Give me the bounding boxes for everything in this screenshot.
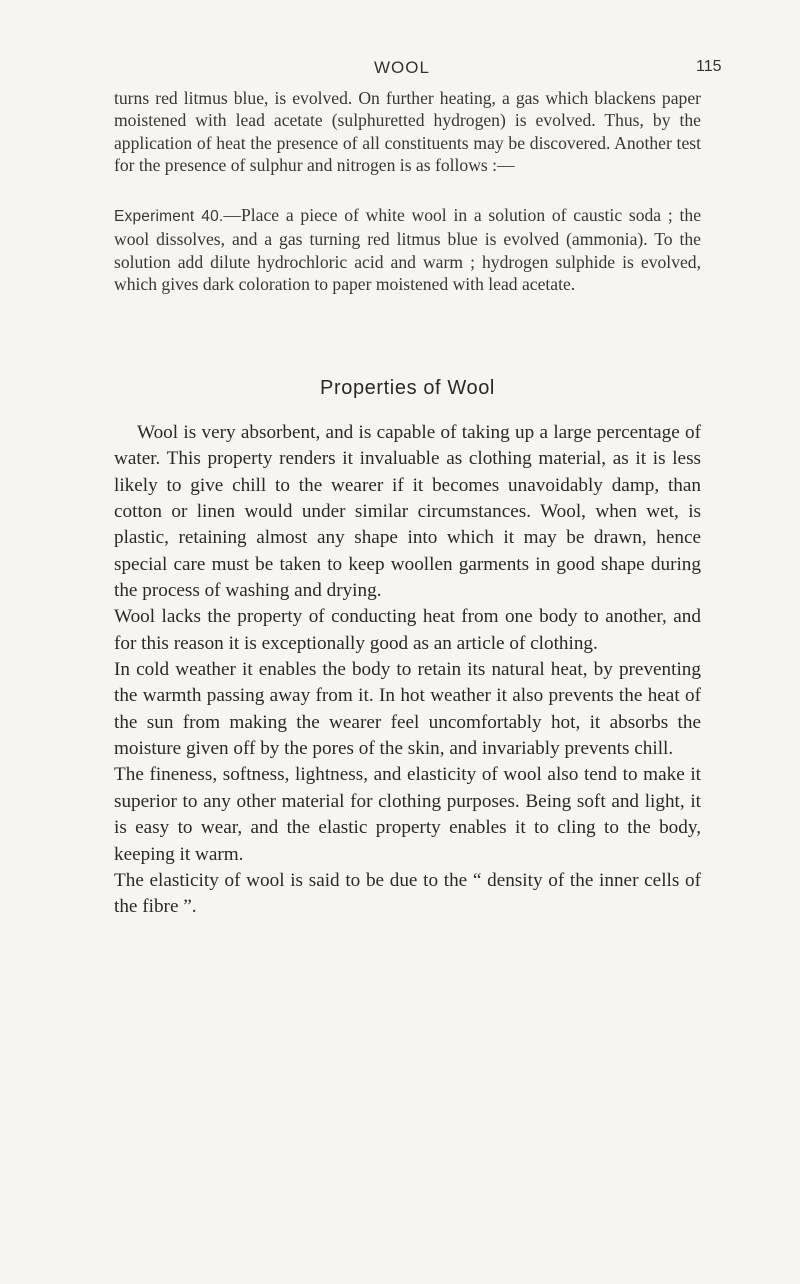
paragraph-absorbent: Wool is very absorbent, and is capable of taking up a large percentage of water. This property renders it invaluable as clothing material, as it is less likely to give chill to the wearer if it becomes unavoidably damp, than cotton or linen would under similar circumstances. Wool, when wet, is plastic, retaining almost any shape into which it may be drawn, hence special care must be taken to keep woollen garments in good shape during the process of washing and drying.	[114, 422, 701, 602]
running-head: WOOL	[374, 58, 430, 77]
experiment-text: —Place a piece of white wool in a solution of caustic soda ; the wool dissolves, and a gas turning red litmus blue is evolved (ammonia). To the solution add dilute hydrochloric acid and warm ; hydrogen sulphide is evolved, which gives dark coloration to paper moistened with lead acetate.	[114, 205, 701, 295]
continuation-text: turns red litmus blue, is evolved. On further heating, a gas which blackens paper moistened with lead acetate (sulphuretted hydrogen) is evolved. Thus, by the application of heat the presence of all constituents may be discovered. Another test for the presence of sulphur and nitrogen is as follows :—	[114, 88, 701, 176]
page-number: 115	[696, 58, 722, 75]
experiment-body	[114, 204, 701, 296]
section-heading: Properties of Wool	[320, 377, 495, 399]
experiment-label: Experiment 40.	[114, 208, 224, 225]
paragraph-weather: In cold weather it enables the body to retain its natural heat, by preventing the warmth passing away from it. In hot weather it also prevents the heat of the sun from making the wearer feel uncomfortably hot, it absorbs the moisture given off by the pores of the skin, and invariably prevents chill.	[114, 659, 701, 760]
paragraph-fineness: The fineness, softness, lightness, and elasticity of wool also tend to make it superior to any other material for clothing purposes. Being soft and light, it is easy to wear, and the elastic property enables it to cling to the body, keeping it warm.	[114, 764, 701, 865]
paragraph-conducting: Wool lacks the property of conducting heat from one body to another, and for this reason it is exceptionally good as an article of clothing.	[114, 606, 701, 654]
paragraph-elasticity: The elasticity of wool is said to be due to the “ density of the inner cells of the fibre ”.	[114, 869, 701, 918]
experiment-paragraph	[114, 204, 701, 296]
section-body	[114, 420, 701, 921]
continuation-paragraph	[114, 87, 701, 177]
